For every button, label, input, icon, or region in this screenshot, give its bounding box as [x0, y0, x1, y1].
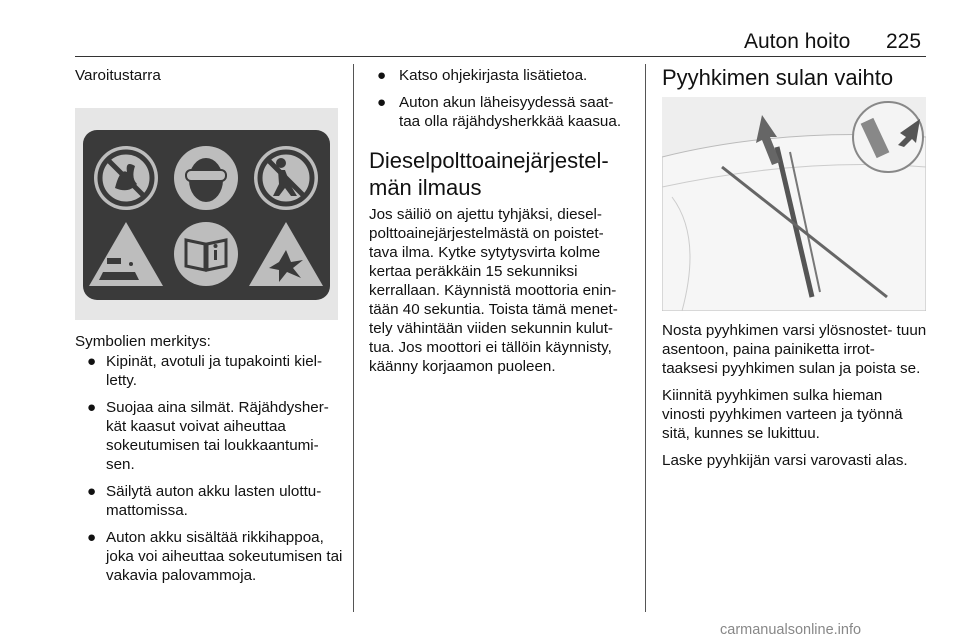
section-heading-warning-label: Varoitustarra: [75, 67, 161, 84]
wiper-step-1: Nosta pyyhkimen varsi ylösnostet- tuun asentoon, paina painiketta irrot- taaksesi pyyhkimen sulan ja poista se.: [662, 322, 927, 377]
keep-children-away-icon: [254, 146, 318, 210]
list-item: ● Katso ohjekirjasta lisätietoa.: [377, 67, 588, 84]
list-item: ● Kipinät, avotuli ja tupakointi kiel- letty.: [87, 353, 323, 389]
column-middle: [369, 64, 635, 384]
section-heading-wiper-blade: Pyyhkimen sulan vaihto: [662, 65, 894, 90]
header-rule: [75, 56, 926, 57]
eye-protection-icon: [174, 146, 238, 210]
diesel-bleeding-text: Jos säiliö on ajettu tyhjäksi, diesel- polttoainejärjestelmästä on poistet- tava ilma. Kytke sytytysvirta kolme kertaa peräkkäin 15 sekunniksi kerrallaan. Käynnistä moottoria enin- tään 40 sekuntia. Toista tämä menet- tely vähintään viiden sekunnin kulut- tua. Jos moottori ei tällöin käynnisty, käänny korjaamon puoleen.: [369, 206, 618, 375]
watermark-link[interactable]: carmanualsonline.info: [720, 622, 862, 638]
section-heading-diesel-bleeding: Dieselpolttoainejärjestel- män ilmaus: [369, 148, 609, 200]
read-manual-icon: [174, 222, 238, 286]
symbols-list: [75, 352, 345, 585]
column-left: [75, 64, 345, 593]
page-number: 225: [886, 30, 922, 53]
list-item: ● Auton akku sisältää rikkihappoa, joka voi aiheuttaa sokeutumisen tai vakavia palovammoja.: [87, 529, 343, 584]
column-right: [662, 64, 928, 478]
list-item: ● Suojaa aina silmät. Räjähdysher- kät kaasut voivat aiheuttaa sokeutumisen tai loukkaantumi- sen.: [87, 399, 329, 473]
header-title: Auton hoito: [744, 30, 851, 53]
list-item: ● Säilytä auton akku lasten ulottu- mattomissa.: [87, 483, 322, 519]
symbols-intro: Symbolien merkitys:: [75, 333, 211, 350]
wiper-step-2: Kiinnitä pyyhkimen sulka hieman vinosti pyyhkimen varteen ja työnnä sitä, kunnes se lukittuu.: [662, 387, 903, 442]
wiper-blade-illustration: [662, 97, 926, 311]
battery-notes-list: [369, 66, 635, 131]
warning-signs-illustration: [75, 108, 338, 320]
column-divider: [353, 64, 354, 612]
warning-label-figure: [75, 108, 338, 320]
wiper-blade-figure: [662, 97, 926, 311]
list-item: ● Auton akun läheisyydessä saat- taa olla räjähdysherkkää kaasua.: [377, 94, 622, 130]
column-divider: [645, 64, 646, 612]
no-fire-icon: [94, 146, 158, 210]
wiper-step-3: Laske pyyhkijän varsi varovasti alas.: [662, 452, 908, 469]
